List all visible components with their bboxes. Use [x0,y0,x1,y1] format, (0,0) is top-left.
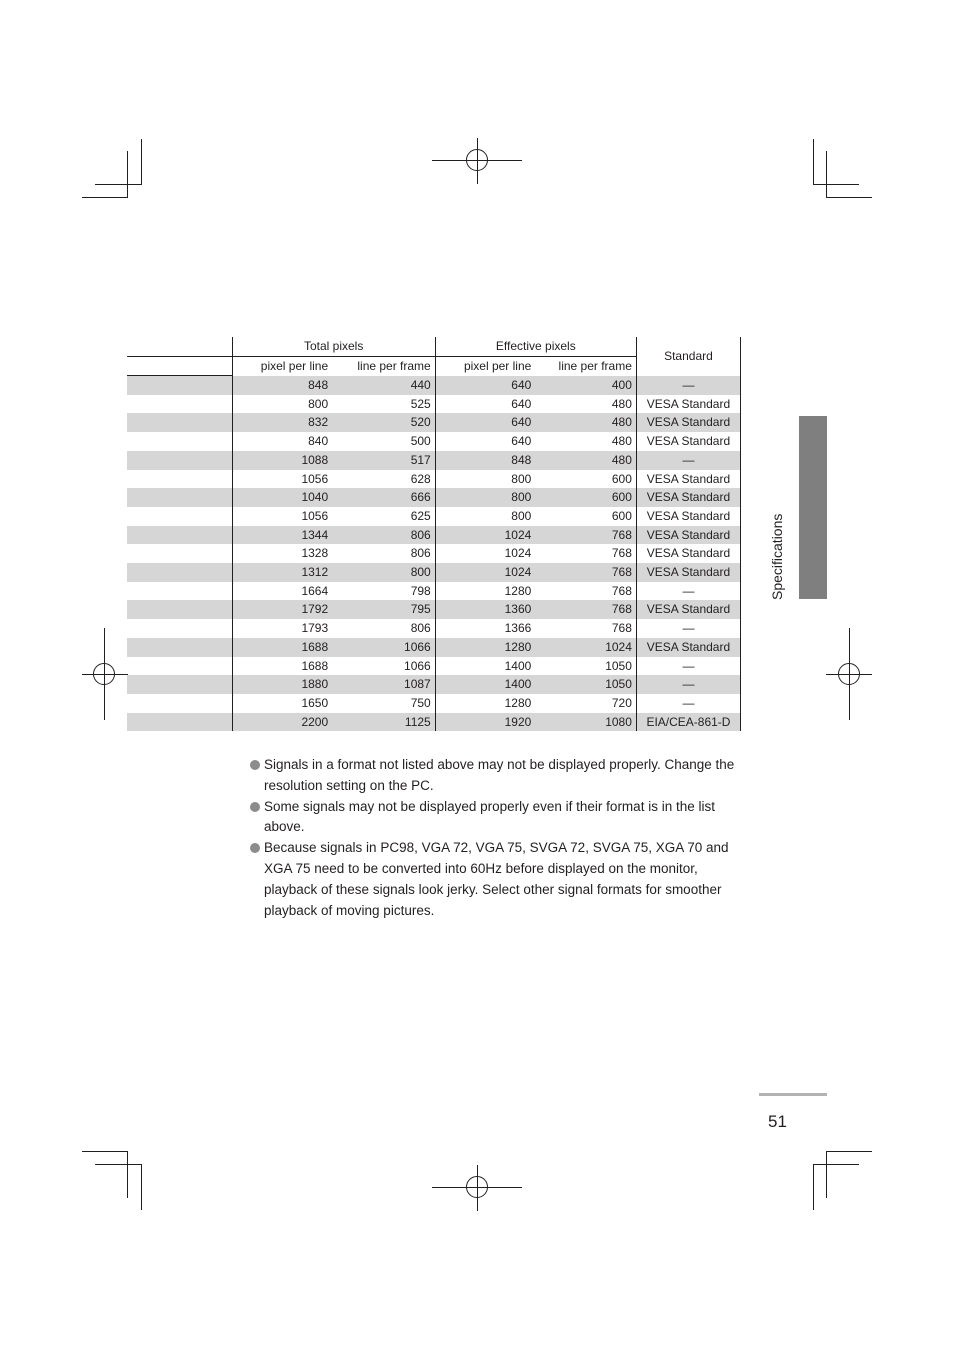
bullet-icon [250,802,260,812]
total-pixel-per-line-cell: 1344 [232,526,332,545]
total-pixel-per-line-cell: 1792 [232,600,332,619]
standard-cell: — [636,582,740,601]
effective-line-per-frame-cell: 480 [611,434,632,449]
standard-header: Standard [636,337,740,376]
section-tab [799,416,827,599]
total-pixel-per-line-cell: 1328 [232,544,332,563]
effective-line-per-frame-cell: 720 [611,695,632,710]
total-line-per-frame-cell: 1125 [332,713,435,732]
effective-pixel-per-line-header: pixel per line [435,356,535,376]
row-label-cell [127,376,232,395]
table-row [127,470,741,489]
standard-cell: VESA Standard [636,600,740,619]
effective-pixel-per-line-cell: 1280 [435,638,535,657]
standard-cell: VESA Standard [636,638,740,657]
table-row [127,507,741,526]
row-label-cell [127,470,232,489]
standard-cell: — [636,619,740,638]
note-text: Signals in a format not listed above may not be displayed properly. Change the resolution setting on the PC. [264,757,735,793]
total-line-per-frame-cell: 798 [410,583,431,598]
total-pixel-per-line-cell: 1088 [232,451,332,470]
table-row [127,694,741,713]
effective-pixel-per-line-cell: 1280 [435,582,535,601]
total-line-per-frame-cell: 806 [410,621,431,636]
effective-pixel-per-line-cell: 1024 [435,563,535,582]
total-line-per-frame-cell: 500 [410,434,431,449]
standard-cell: VESA Standard [636,563,740,582]
effective-line-per-frame-cell: 768 [535,526,636,545]
signal-format-table [127,337,741,731]
total-pixel-per-line-cell: 1056 [232,470,332,489]
section-label: Specifications [769,513,785,601]
total-line-per-frame-cell: 628 [410,471,431,486]
table-header-row [127,337,741,356]
standard-cell: — [636,376,740,395]
row-label-header [127,337,232,356]
standard-cell: — [636,451,740,470]
effective-pixel-per-line-cell: 640 [435,413,535,432]
total-line-per-frame-cell: 440 [332,376,435,395]
effective-line-per-frame-cell: 480 [535,413,636,432]
effective-line-per-frame-cell: 480 [535,451,636,470]
row-label-cell [127,675,232,694]
page-number-rule [759,1093,827,1096]
total-line-per-frame-cell: 1066 [332,638,435,657]
effective-line-per-frame-cell: 1050 [535,675,636,694]
total-pixel-per-line-cell: 1664 [232,582,332,601]
effective-pixel-per-line-cell: 1366 [435,619,535,638]
table-row [127,451,741,470]
note-text: Some signals may not be displayed properly even if their format is in the list above. [264,798,715,835]
total-line-per-frame-cell: 666 [332,488,435,507]
effective-pixel-per-line-cell: 800 [435,488,535,507]
effective-line-per-frame-cell: 768 [535,600,636,619]
effective-pixel-per-line-cell: 640 [435,432,535,451]
total-line-per-frame-cell: 800 [332,563,435,582]
total-pixel-per-line-cell: 848 [232,376,332,395]
total-line-per-frame-cell: 517 [332,451,435,470]
effective-line-per-frame-cell: 480 [611,396,632,411]
table-row [127,657,741,676]
standard-cell: — [636,694,740,713]
table-row [127,395,741,414]
effective-pixel-per-line-cell: 1920 [435,713,535,732]
standard-cell: VESA Standard [636,395,740,414]
row-label-subheader [127,356,232,376]
total-line-per-frame-cell: 525 [410,396,431,411]
effective-line-per-frame-cell: 768 [611,583,632,598]
total-pixel-per-line-cell: 1650 [232,694,332,713]
total-pixel-per-line-cell: 1040 [232,488,332,507]
table-row [127,675,741,694]
total-line-per-frame-cell: 806 [332,526,435,545]
effective-line-per-frame-cell: 768 [535,563,636,582]
total-line-per-frame-cell: 795 [332,600,435,619]
table-row [127,376,741,395]
effective-line-per-frame-cell: 600 [611,508,632,523]
table-row [127,526,741,545]
total-pixel-per-line-cell: 1880 [232,675,332,694]
table-row [127,413,741,432]
standard-cell: VESA Standard [636,544,740,563]
note-item [249,838,741,921]
table-row [127,432,741,451]
table-row [127,563,741,582]
effective-pixel-per-line-cell: 848 [435,451,535,470]
effective-line-per-frame-cell: 1080 [535,713,636,732]
standard-cell: VESA Standard [636,526,740,545]
row-label-cell [127,544,232,563]
standard-cell: VESA Standard [636,432,740,451]
total-pixel-per-line-cell: 1056 [232,507,332,526]
total-pixel-per-line-cell: 1312 [232,563,332,582]
effective-line-per-frame-cell: 768 [611,621,632,636]
row-label-cell [127,713,232,732]
standard-cell: VESA Standard [636,413,740,432]
table-row [127,713,741,732]
total-pixel-per-line-cell: 1793 [232,619,332,638]
effective-line-per-frame-cell: 768 [611,546,632,561]
row-label-cell [127,488,232,507]
effective-pixel-per-line-cell: 800 [435,507,535,526]
effective-line-per-frame-cell: 600 [611,471,632,486]
standard-cell: VESA Standard [636,488,740,507]
total-pixel-per-line-cell: 2200 [232,713,332,732]
bullet-icon [250,843,260,853]
total-line-per-frame-cell: 625 [410,508,431,523]
row-label-cell [127,638,232,657]
total-pixel-per-line-cell: 832 [232,413,332,432]
row-label-cell [127,526,232,545]
total-pixels-header: Total pixels [232,337,435,356]
total-line-per-frame-header: line per frame [357,358,431,373]
total-line-per-frame-cell: 1087 [332,675,435,694]
effective-pixels-header: Effective pixels [435,337,636,356]
effective-line-per-frame-cell: 600 [535,488,636,507]
row-label-cell [127,432,232,451]
effective-pixel-per-line-cell: 640 [435,376,535,395]
total-pixel-per-line-cell: 840 [232,432,332,451]
note-item [249,755,741,797]
page-number: 51 [768,1112,787,1131]
row-label-cell [127,563,232,582]
effective-pixel-per-line-cell: 1024 [435,526,535,545]
effective-pixel-per-line-cell: 1400 [435,657,535,676]
table-row [127,600,741,619]
standard-cell: VESA Standard [636,507,740,526]
table-row [127,619,741,638]
note-text: Because signals in PC98, VGA 72, VGA 75, SVGA 72, SVGA 75, XGA 70 and XGA 75 need to be converted into 60Hz before displayed on the monitor, playback of these signals look jerky. Select other signal formats for smoother playback of moving pictures. [264,840,729,918]
row-label-cell [127,657,232,676]
effective-pixel-per-line-cell: 800 [435,470,535,489]
effective-pixel-per-line-cell: 1024 [435,544,535,563]
effective-pixel-per-line-cell: 1400 [435,675,535,694]
effective-line-per-frame-cell: 1050 [605,658,632,673]
total-pixel-per-line-cell: 800 [232,395,332,414]
total-line-per-frame-cell: 520 [332,413,435,432]
effective-pixel-per-line-cell: 1280 [435,694,535,713]
row-label-cell [127,413,232,432]
table-row [127,544,741,563]
standard-cell: VESA Standard [636,470,740,489]
total-pixel-per-line-header: pixel per line [232,356,332,376]
effective-pixel-per-line-cell: 640 [435,395,535,414]
effective-line-per-frame-header: line per frame [558,358,632,373]
total-line-per-frame-cell: 806 [410,546,431,561]
row-label-cell [127,619,232,638]
effective-line-per-frame-cell: 1024 [535,638,636,657]
standard-cell: — [636,657,740,676]
total-pixel-per-line-cell: 1688 [232,638,332,657]
row-label-cell [127,582,232,601]
notes-list [249,755,741,921]
row-label-cell [127,600,232,619]
table-body [127,376,741,732]
table-row [127,638,741,657]
standard-cell: EIA/CEA-861-D [636,713,740,732]
row-label-cell [127,694,232,713]
effective-pixel-per-line-cell: 1360 [435,600,535,619]
note-item [249,797,741,839]
table-row [127,488,741,507]
standard-cell: — [636,675,740,694]
table-row [127,582,741,601]
bullet-icon [250,760,260,770]
effective-line-per-frame-cell: 400 [535,376,636,395]
row-label-cell [127,507,232,526]
total-pixel-per-line-cell: 1688 [232,657,332,676]
total-line-per-frame-cell: 1066 [404,658,431,673]
row-label-cell [127,451,232,470]
total-line-per-frame-cell: 750 [410,695,431,710]
row-label-cell [127,395,232,414]
